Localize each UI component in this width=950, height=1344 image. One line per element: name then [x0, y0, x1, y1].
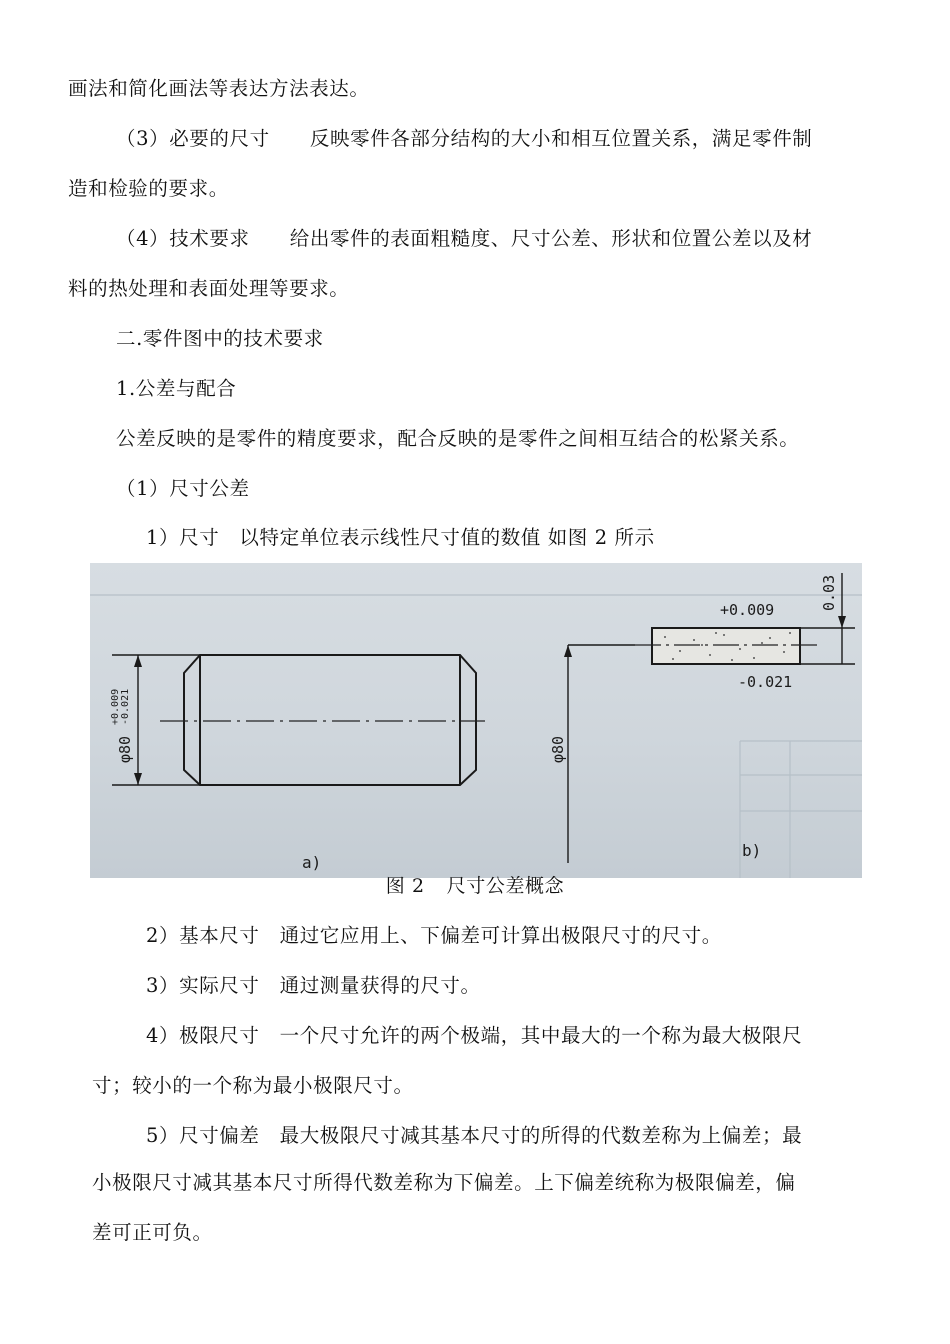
figure-caption	[0, 874, 950, 898]
list-item: 5）尺寸偏差 最大极限尺寸减其基本尺寸的所得的代数差称为上偏差；最	[146, 1124, 803, 1147]
paragraph-line: （4）技术要求 给出零件的表面粗糙度、尺寸公差、形状和位置公差以及材	[116, 227, 813, 250]
upper-deviation-label: +0.009	[720, 601, 775, 619]
paragraph-line: 公差反映的是零件的精度要求，配合反映的是零件之间相互结合的松紧关系。	[116, 427, 800, 450]
paragraph-line: 造和检验的要求。	[68, 177, 229, 200]
subsection-heading: （1）尺寸公差	[116, 477, 250, 500]
figure-number: 图 2	[385, 875, 425, 897]
panel-a-label: a)	[302, 853, 322, 872]
paragraph-line: 画法和简化画法等表达方法表达。	[68, 77, 370, 100]
left-tolerance-lower: -0.021	[120, 688, 131, 725]
figure-title: 尺寸公差概念	[446, 875, 565, 897]
right-dimension-label: φ80	[549, 735, 567, 763]
tolerance-zone	[652, 628, 800, 664]
left-dimension-label: φ80	[116, 735, 134, 763]
list-item: 2）基本尺寸 通过它应用上、下偏差可计算出极限尺寸的尺寸。	[146, 924, 722, 947]
paragraph-line: （3）必要的尺寸 反映零件各部分结构的大小和相互位置关系，满足零件制	[116, 127, 813, 150]
arrow-icon	[134, 655, 142, 667]
arrow-icon	[838, 616, 846, 628]
lower-deviation-label: -0.021	[738, 673, 793, 691]
subsection-heading: 1.公差与配合	[116, 377, 237, 400]
paragraph-line: 料的热处理和表面处理等要求。	[68, 277, 350, 300]
shaft-drawing	[184, 655, 476, 785]
arrow-icon	[134, 773, 142, 785]
paragraph-line: 寸；较小的一个称为最小极限尺寸。	[92, 1074, 414, 1097]
arrow-icon	[564, 645, 572, 657]
tolerance-figure	[90, 563, 862, 878]
paragraph-line: 小极限尺寸减其基本尺寸所得代数差称为下偏差。上下偏差统称为极限偏差，偏	[92, 1171, 796, 1194]
paragraph-line: 差可正可负。	[92, 1221, 213, 1244]
list-item: 3）实际尺寸 通过测量获得的尺寸。	[146, 974, 481, 997]
list-item: 4）极限尺寸 一个尺寸允许的两个极端，其中最大的一个称为最大极限尺	[146, 1024, 803, 1047]
panel-b-label: b)	[742, 841, 762, 860]
left-tolerance-upper: +0.009	[110, 688, 121, 725]
section-heading: 二.零件图中的技术要求	[116, 327, 324, 350]
figure-photo	[90, 563, 862, 878]
right-dimension-lines	[568, 573, 855, 863]
list-item: 1）尺寸 以特定单位表示线性尺寸值的数值 如图 2 所示	[146, 526, 655, 549]
tolerance-value-label: 0.03	[820, 574, 838, 611]
